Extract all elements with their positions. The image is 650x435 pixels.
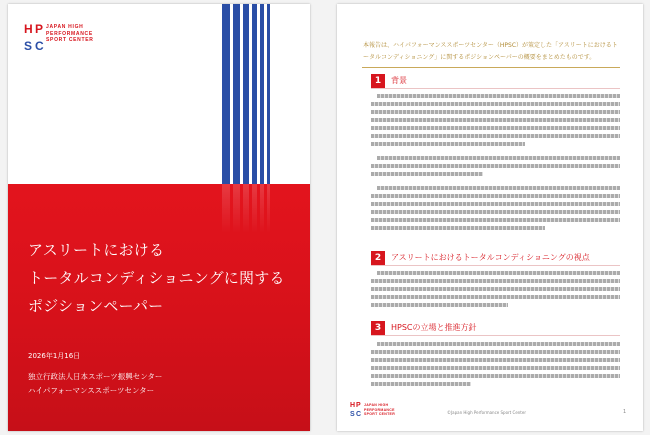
body-text-line: [371, 350, 620, 354]
body-text-line: [371, 194, 620, 198]
cover-organization: [28, 370, 162, 398]
body-text-line: [371, 303, 508, 307]
intro-divider: [362, 67, 620, 68]
section-heading: 背景: [391, 76, 407, 85]
intro-text: [363, 40, 621, 64]
section-number-badge: 1: [371, 74, 385, 88]
organization-line: ハイパフォーマンススポーツセンター: [28, 386, 155, 395]
section-header-1: [371, 74, 620, 89]
section-number-badge: 3: [371, 321, 385, 335]
body-text-line: [371, 126, 620, 130]
body-text-line: [371, 218, 620, 222]
body-text-line: [371, 382, 471, 386]
footer-logo-text-line: PERFORMANCE: [364, 407, 395, 412]
blue-stripes-decoration: [222, 4, 270, 185]
body-text-line: [377, 94, 620, 98]
logo-text: [46, 24, 94, 44]
body-text-line: [377, 186, 620, 190]
body-text-line: [371, 366, 620, 370]
section-header-2: [371, 251, 620, 266]
body-text-line: [377, 156, 620, 160]
body-text-line: [371, 279, 620, 283]
logo-text-line: PERFORMANCE: [46, 30, 93, 37]
cover-title-line: トータルコンディショニングに関する: [28, 269, 285, 287]
body-text-line: [371, 295, 620, 299]
body-text-line: [371, 287, 620, 291]
logo-letter-s: S: [24, 39, 33, 53]
footer-logo-letter: H: [350, 402, 356, 409]
body-text-line: [371, 358, 620, 362]
logo-text-line: JAPAN HIGH: [46, 24, 84, 30]
footer-logo-letter: P: [356, 402, 361, 409]
body-text-line: [371, 142, 525, 146]
section-header-3: [371, 321, 620, 336]
footer-logo-text: [364, 403, 395, 417]
body-text-line: [371, 226, 545, 230]
section-heading: アスリートにおけるトータルコンディショニングの視点: [391, 253, 590, 262]
cover-title-line: アスリートにおける: [28, 241, 165, 259]
logo-letter-h: H: [24, 22, 33, 36]
footer-logo-letter: C: [356, 411, 362, 418]
body-text-line: [371, 118, 620, 122]
body-text-line: [377, 342, 620, 346]
body-text-line: [371, 110, 620, 114]
page-number: 1: [623, 409, 627, 415]
cover-page: [8, 4, 310, 431]
footer-logo-letter: S: [350, 411, 355, 418]
inner-page: [337, 4, 643, 431]
body-text-line: [371, 134, 620, 138]
footer-logo-text-line: JAPAN HIGH: [364, 403, 389, 407]
organization-line: 独立行政法人日本スポーツ振興センター: [28, 372, 163, 381]
body-text-line: [371, 374, 620, 378]
logo-letter-p: P: [35, 22, 44, 36]
section-heading: HPSCの立場と推進方針: [391, 323, 477, 332]
red-stripes-decoration: [222, 184, 270, 234]
cover-title-line: ポジションペーパー: [28, 297, 164, 315]
logo-letter-c: C: [35, 39, 44, 53]
intro-line: ータルコンディショニング」に関するポジションペーパーの概要をまとめたものです。: [363, 54, 596, 61]
cover-title: [28, 236, 285, 320]
intro-line: 本報告は、ハイパフォーマンススポーツセンター（HPSC）が策定した「アスリートにおけるト: [363, 42, 618, 49]
body-text-line: [371, 202, 620, 206]
footer-copyright: ©Japan High Performance Sport Center: [447, 410, 526, 415]
body-text-line: [371, 172, 483, 176]
cover-date: 2026年1月16日: [28, 352, 81, 360]
logo-text-line: SPORT CENTER: [46, 37, 94, 43]
section-number-badge: 2: [371, 251, 385, 265]
body-text-line: [371, 164, 620, 168]
footer-logo-text-line: SPORT CENTER: [364, 412, 396, 416]
body-text-line: [371, 102, 620, 106]
body-text-line: [371, 210, 620, 214]
body-text-line: [377, 271, 620, 275]
